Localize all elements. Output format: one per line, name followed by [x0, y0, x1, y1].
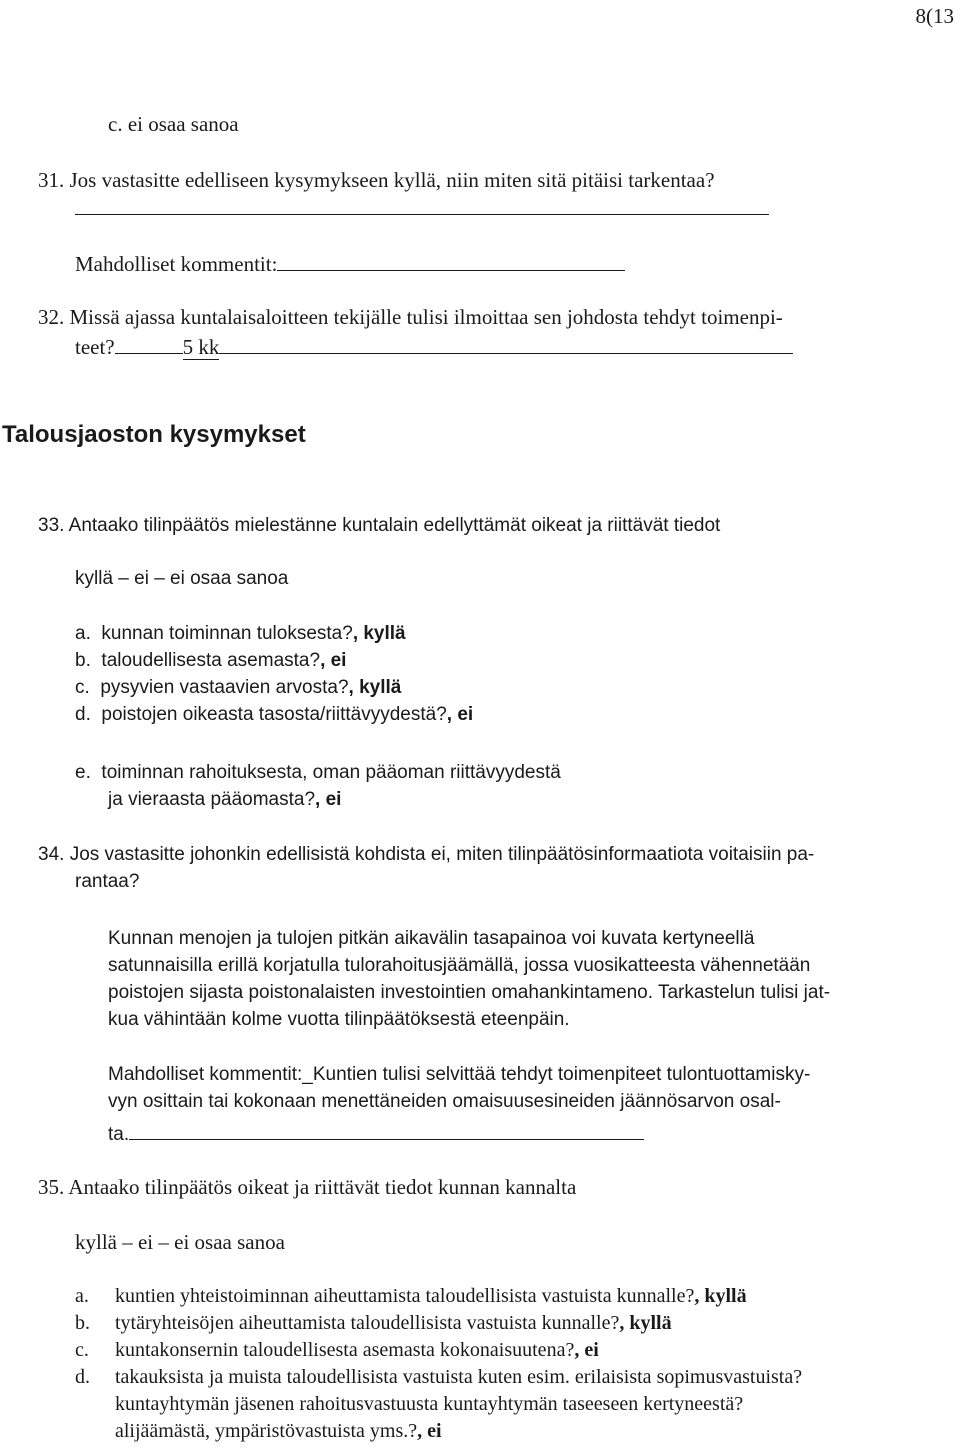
- q35-item-d: [75, 1366, 802, 1389]
- q33-item-b-answer: , ei: [320, 650, 347, 671]
- q32-answer[interactable]: 5 kk: [182, 335, 220, 359]
- q35-item-d-cont-2: [115, 1420, 442, 1443]
- q31-comments-label: Mahdolliset kommentit:: [75, 252, 278, 276]
- q34-line2: rantaa?: [75, 871, 140, 892]
- q31-text: 31. Jos vastasitte edelliseen kysymykseen kyllä, niin miten sitä pitäisi tarkentaa?: [38, 168, 715, 192]
- q32-blank-before: [115, 333, 183, 354]
- q35-item-d-cont-1: kuntayhtymän jäsenen rahoitusvastuusta kuntayhtymän taseeseen kertyneestä?: [115, 1393, 744, 1415]
- q31-answer-line[interactable]: [75, 214, 769, 215]
- q35-item-c-text: kuntakonsernin taloudellisesta asemasta kokonaisuutena?: [115, 1339, 575, 1361]
- q33-item-e-answer: , ei: [315, 789, 342, 810]
- q35-text: 35. Antaako tilinpäätös oikeat ja riittävät tiedot kunnan kannalta: [38, 1175, 577, 1199]
- q32-blank-after: [219, 333, 793, 354]
- q35-item-d-label: d.: [75, 1366, 90, 1388]
- q35-item-c-label: c.: [75, 1339, 89, 1361]
- q32-line2-prefix: teet?: [75, 335, 115, 359]
- q35-item-b-label: b.: [75, 1312, 90, 1334]
- q35-item-d-text3: alijäämästä, ympäristövastuista yms.?: [115, 1420, 418, 1442]
- q35-item-b-text: tytäryhteisöjen aiheuttamista taloudellisista vastuista kunnalle?: [115, 1312, 620, 1334]
- q35-item-a-text: kuntien yhteistoiminnan aiheuttamista taloudellisista vastuista kunnalle?: [115, 1285, 695, 1307]
- q35-item-b-answer: , kyllä: [619, 1312, 672, 1334]
- q33-question: 33. Antaako tilinpäätös mielestänne kuntalain edellyttämät oikeat ja riittävät tiedot: [38, 515, 721, 536]
- q32-line2: [75, 333, 793, 360]
- q35-item-d-text: takauksista ja muista taloudellisista vastuista kuten esim. erilaisista sopimusvastuista?: [115, 1366, 803, 1388]
- q33-item-e-text: toiminnan rahoituksesta, oman pääoman riittävyydestä: [101, 762, 561, 783]
- q33-item-b-text: taloudellisesta asemasta?: [101, 650, 321, 671]
- q34-answer-line-3: poistojen sijasta poistonalaisten investointien omahankintameno. Tarkastelun tulisi jat-: [108, 982, 831, 1003]
- q35-item-c: [75, 1339, 599, 1362]
- q34-comment-line-3: [108, 1119, 644, 1146]
- q33-item-d-answer: , ei: [446, 704, 474, 725]
- q33-item-b: [75, 650, 346, 672]
- q34-comment-line-1: Mahdolliset kommentit:_Kuntien tulisi selvittää tehdyt toimenpiteet tulontuottamisky-: [108, 1064, 811, 1085]
- q35-scale: kyllä – ei – ei osaa sanoa: [75, 1230, 285, 1254]
- q31-comments-line[interactable]: [277, 250, 625, 271]
- q34-comment-line-2: vyn osittain tai kokonaan menettäneiden omaisuusesineiden jäännösarvon osal-: [108, 1091, 781, 1112]
- q33-item-d-text: poistojen oikeasta tasosta/riittävyydestä?: [101, 704, 447, 725]
- q33-item-a: [75, 623, 406, 645]
- q33-item-d: [75, 704, 473, 726]
- q31-comments: [75, 250, 625, 277]
- q35-item-d-answer: , ei: [417, 1420, 442, 1442]
- q33-item-a-label: a.: [75, 623, 91, 644]
- q33-item-e-text2: ja vieraasta pääomasta?: [108, 789, 316, 810]
- q35-item-a-label: a.: [75, 1285, 89, 1307]
- q33-item-c-answer: , kyllä: [348, 677, 402, 698]
- q30-option-c: c. ei osaa sanoa: [108, 112, 239, 136]
- q33-scale: kyllä – ei – ei osaa sanoa: [75, 568, 289, 589]
- q34-answer-line-1: Kunnan menojen ja tulojen pitkän aikavälin tasapainoa voi kuvata kertyneellä: [108, 928, 755, 949]
- q32-line1: 32. Missä ajassa kuntalaisaloitteen tekijälle tulisi ilmoittaa sen johdosta tehdyt toimenpi-: [38, 305, 783, 329]
- q33-item-c-text: pysyvien vastaavien arvosta?: [100, 677, 349, 698]
- q35-item-c-answer: , ei: [574, 1339, 599, 1361]
- q33-item-e-cont: [108, 789, 341, 811]
- q35-item-a-answer: , kyllä: [694, 1285, 747, 1307]
- q34-comment-blank[interactable]: [129, 1119, 644, 1140]
- q33-item-b-label: b.: [75, 650, 91, 671]
- q34-line1: 34. Jos vastasitte johonkin edellisistä kohdista ei, miten tilinpäätösinformaatiota voitaisiin pa-: [38, 844, 815, 865]
- q33-item-c-label: c.: [75, 677, 90, 698]
- q33-item-e-label: e.: [75, 762, 91, 783]
- q33-text: [38, 512, 720, 537]
- q33-item-a-answer: , kyllä: [352, 623, 406, 644]
- q34-answer-line-2: satunnaisilla erillä korjatulla tulorahoitusjäämällä, jossa vuosikatteesta vähennetään: [108, 955, 811, 976]
- section-heading: Talousjaoston kysymykset: [2, 421, 306, 448]
- q33-item-a-text: kunnan toiminnan tuloksesta?: [101, 623, 353, 644]
- q35-item-b: [75, 1312, 672, 1335]
- q33-item-e: [75, 762, 561, 784]
- q34-answer-line-4: kua vähintään kolme vuotta tilinpäätöksestä eteenpäin.: [108, 1009, 570, 1030]
- q34-comment-line-3-text: ta.: [108, 1124, 130, 1145]
- q35-item-a: [75, 1285, 747, 1308]
- q33-item-c: [75, 677, 401, 699]
- q33-item-d-label: d.: [75, 704, 91, 725]
- page-number: 8(13: [915, 4, 954, 28]
